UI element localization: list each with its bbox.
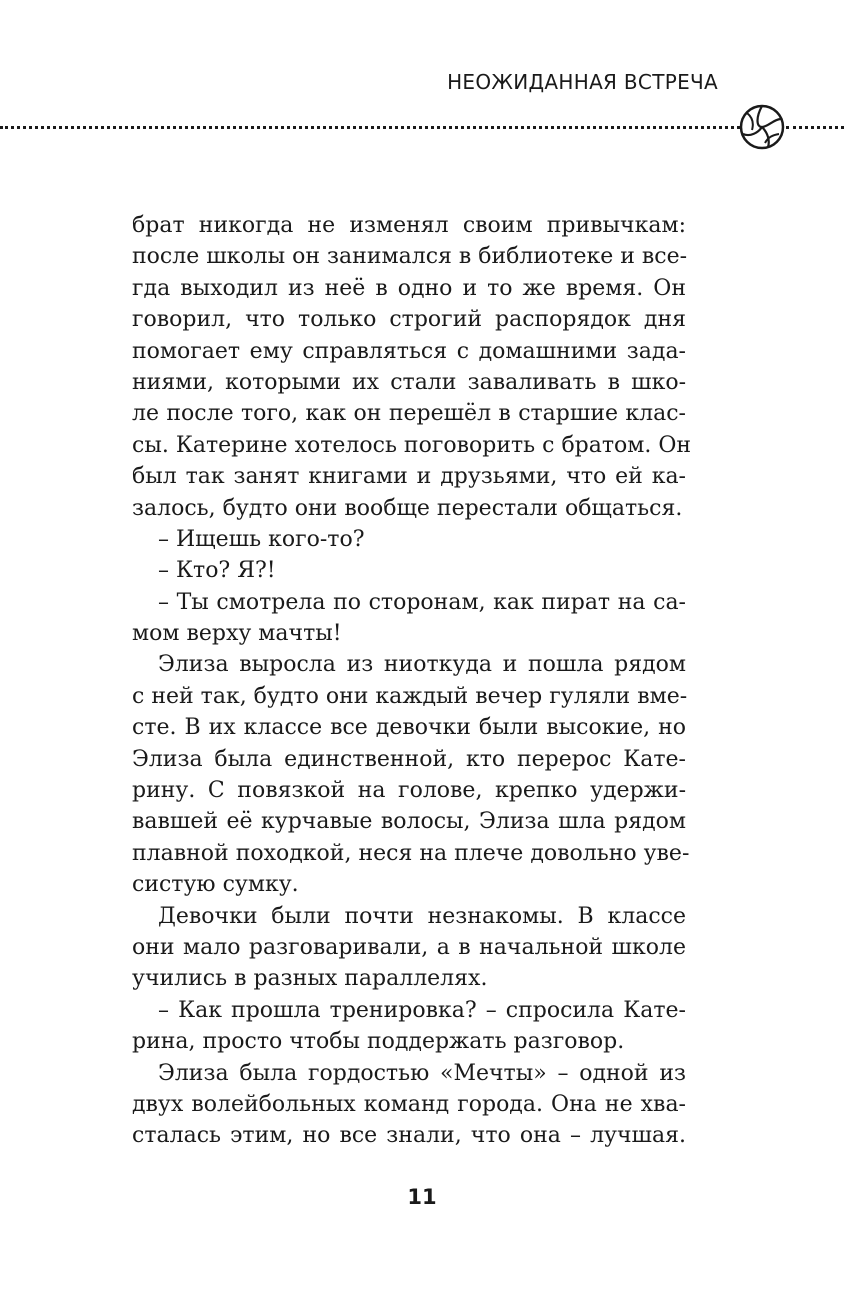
text-line: учились в разных параллелях. bbox=[132, 966, 488, 992]
text-line: говорил, что только строгий распорядок дня bbox=[132, 307, 686, 333]
text-line: они мало разговаривали, а в начальной школе bbox=[132, 934, 686, 960]
running-title: НЕОЖИДАННАЯ ВСТРЕЧА bbox=[447, 70, 718, 94]
text-line: рину. С повязкой на голове, крепко удержи- bbox=[132, 778, 686, 804]
text-line: Элиза выросла из ниоткуда и пошла рядом bbox=[158, 652, 686, 678]
text-line: – Кто? Я?! bbox=[158, 558, 276, 584]
text-line: мом верху мачты! bbox=[132, 621, 342, 647]
volleyball-icon bbox=[738, 103, 786, 151]
text-line: брат никогда не изменял своим привычкам: bbox=[132, 213, 686, 238]
text-line: Девочки были почти незнакомы. В классе bbox=[158, 903, 686, 929]
text-line: – Ты смотрела по сторонам, как пират на са- bbox=[158, 589, 686, 615]
text-line: был так занят книгами и друзьями, что ей ка- bbox=[132, 464, 686, 490]
text-line: рина, просто чтобы поддержать разговор. bbox=[132, 1029, 625, 1055]
text-line: после школы он занимался в библиотеке и все- bbox=[132, 244, 688, 270]
text-line: сте. В их классе все девочки были высокие, но bbox=[132, 715, 686, 741]
text-line: вавшей её курчавые волосы, Элиза шла рядом bbox=[132, 809, 686, 835]
text-line: – Как прошла тренировка? – спросила Кате- bbox=[158, 997, 686, 1023]
text-line: сталась этим, но все знали, что она – лучшая. bbox=[132, 1123, 686, 1149]
text-line: – Ищешь кого-то? bbox=[158, 526, 365, 552]
text-line: систую сумку. bbox=[132, 872, 299, 898]
text-line: Элиза была единственной, кто перерос Кате- bbox=[132, 746, 686, 772]
page-number: 11 bbox=[407, 1185, 437, 1209]
text-line: ниями, которыми их стали заваливать в шко- bbox=[132, 369, 686, 395]
text-line: Элиза была гордостью «Мечты» – одной из bbox=[158, 1060, 686, 1086]
text-line: ле после того, как он перешёл в старшие клас- bbox=[132, 401, 686, 427]
text-line: залось, будто они вообще перестали общаться. bbox=[132, 495, 683, 521]
dotted-rule bbox=[0, 126, 740, 129]
text-line: плавной походкой, неся на плече довольно уве- bbox=[132, 840, 690, 866]
text-line: гда выходил из неё в одно и то же время. Он bbox=[132, 275, 686, 301]
text-line: сы. Катерине хотелось поговорить с братом. Он bbox=[132, 432, 692, 458]
body-text bbox=[132, 210, 692, 1152]
text-line: помогает ему справляться с домашними зада- bbox=[132, 338, 686, 364]
text-line: двух волейбольных команд города. Она не хва- bbox=[132, 1091, 686, 1117]
dotted-rule-right bbox=[786, 126, 844, 129]
text-line: с ней так, будто они каждый вечер гуляли вме- bbox=[132, 683, 688, 709]
